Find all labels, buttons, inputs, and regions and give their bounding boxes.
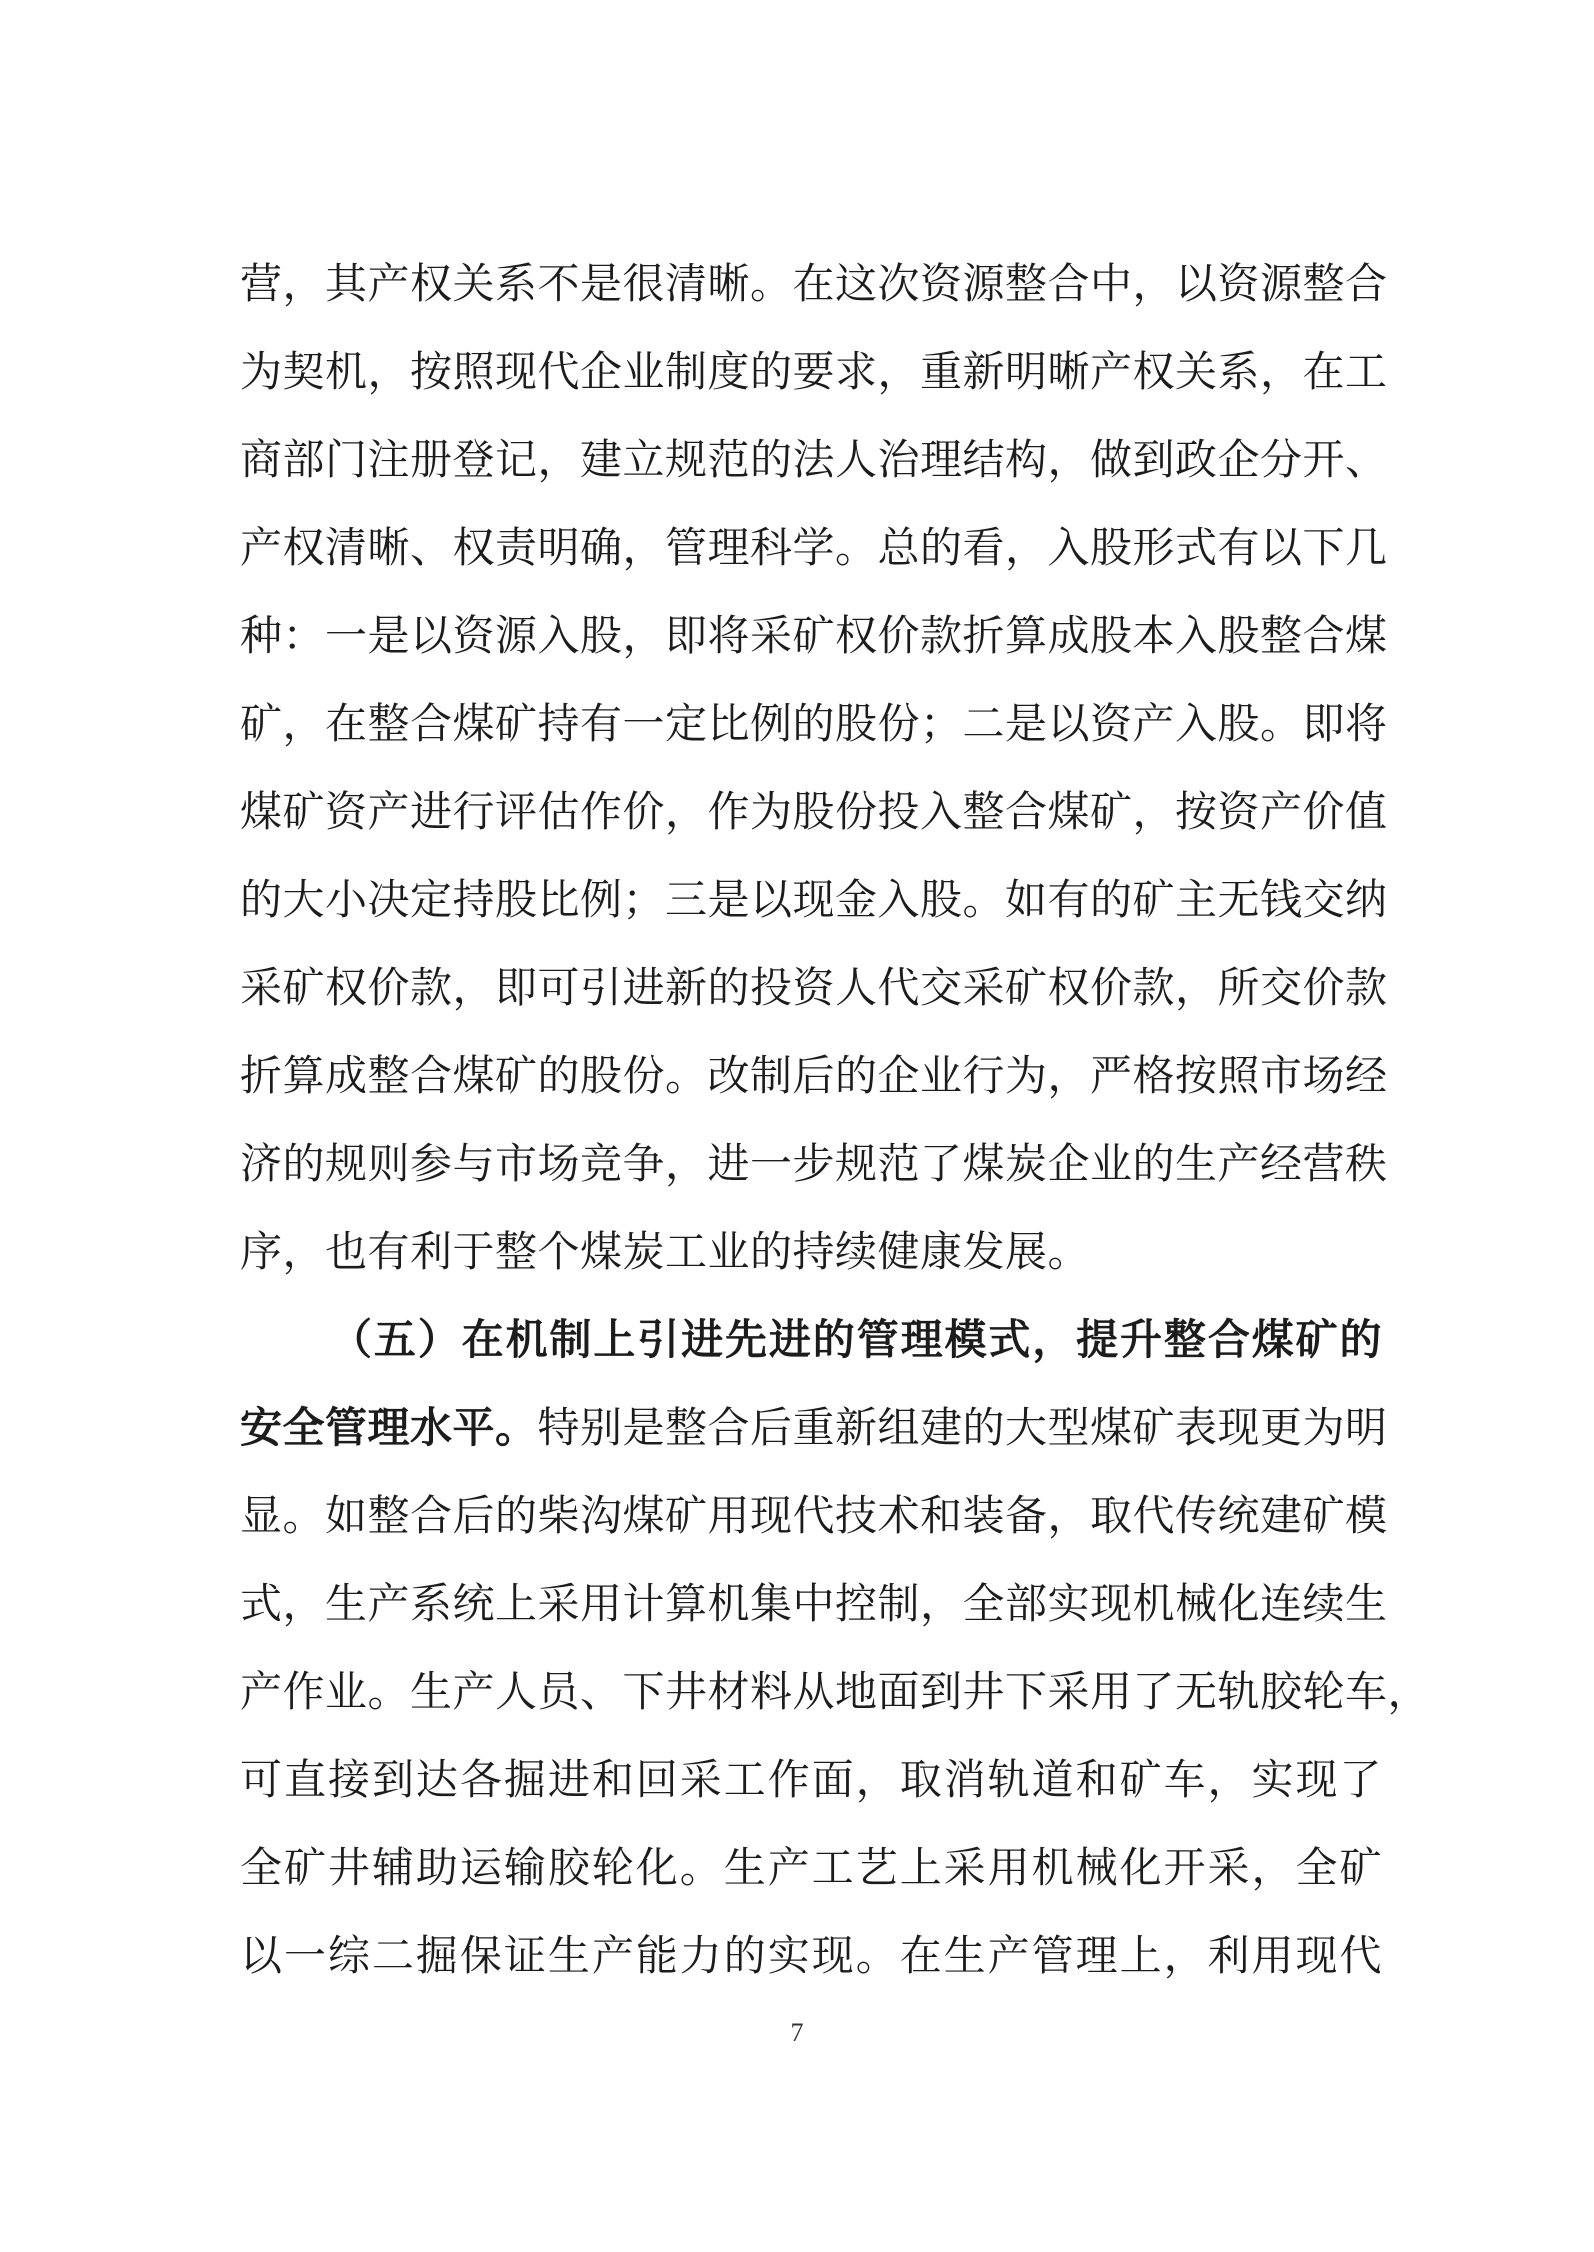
text-line: 矿，在整合煤矿持有一定比例的股份；二是以资产入股。即将 <box>240 699 1388 748</box>
text-line: 以一综二掘保证生产能力的实现。在生产管理上，利用现代 <box>240 1931 1382 1980</box>
text-line: 的大小决定持股比例；三是以现金入股。如有的矿主无钱交纳 <box>240 875 1388 924</box>
page-number: 7 <box>790 2018 804 2047</box>
text-line: 折算成整合煤矿的股份。改制后的企业行为，严格按照市场经 <box>240 1051 1388 1100</box>
text-line: 产权清晰、权责明确，管理科学。总的看，入股形式有以下几 <box>240 523 1388 572</box>
text-line: 显。如整合后的柴沟煤矿用现代技术和装备，取代传统建矿模 <box>240 1491 1388 1540</box>
text-line <box>240 1384 1388 1472</box>
text-line: 式，生产系统上采用计算机集中控制，全部实现机械化连续生 <box>240 1579 1388 1628</box>
text-line: 商部门注册登记，建立规范的法人治理结构，做到政企分开、 <box>240 435 1388 484</box>
text-span: 特别是整合后重新组建的大型煤矿表现更为明 <box>537 1403 1388 1452</box>
text-line: 产作业。生产人员、下井材料从地面到井下采用了无轨胶轮车， <box>240 1667 1431 1716</box>
text-line: 序，也有利于整个煤炭工业的持续健康发展。 <box>240 1227 1091 1276</box>
text-line: 全矿井辅助运输胶轮化。生产工艺上采用机械化开采，全矿 <box>240 1843 1382 1892</box>
text-line: 营，其产权关系不是很清晰。在这次资源整合中，以资源整合 <box>240 259 1388 308</box>
section-heading-end: 安全管理水平。 <box>240 1403 538 1452</box>
section-heading: （五）在机制上引进先进的管理模式，提升整合煤矿的 <box>330 1315 1382 1364</box>
text-line: 可直接到达各掘进和回采工作面，取消轨道和矿车，实现了 <box>240 1755 1382 1804</box>
text-line: 为契机，按照现代企业制度的要求，重新明晰产权关系，在工 <box>240 347 1388 396</box>
text-line: 种：一是以资源入股，即将采矿权价款折算成股本入股整合煤 <box>240 611 1388 660</box>
text-line: 济的规则参与市场竞争，进一步规范了煤炭企业的生产经营秩 <box>240 1139 1388 1188</box>
text-line: 煤矿资产进行评估作价，作为股份投入整合煤矿，按资产价值 <box>240 787 1388 836</box>
text-line: 采矿权价款，即可引进新的投资人代交采矿权价款，所交价款 <box>240 963 1388 1012</box>
